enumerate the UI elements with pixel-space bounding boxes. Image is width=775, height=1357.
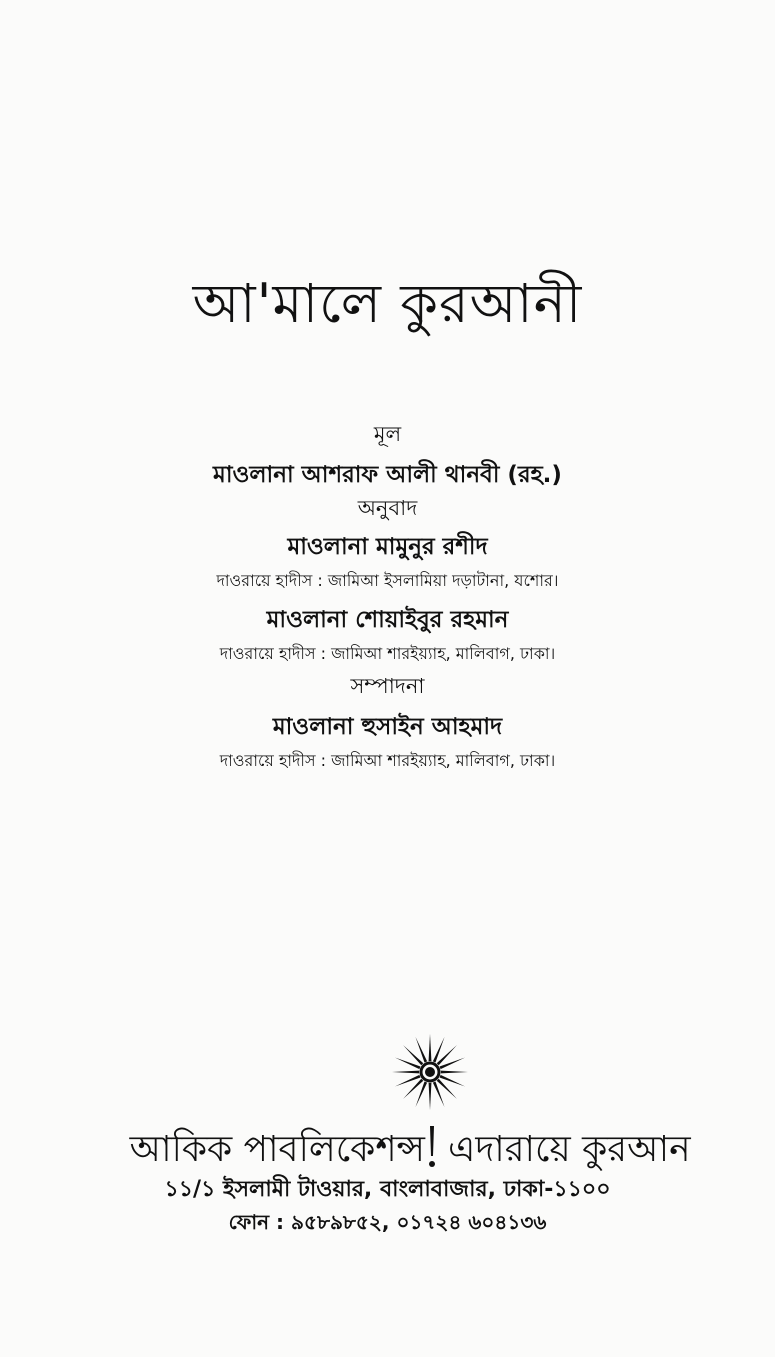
translator-name-1: মাওলানা মামুনুর রশীদ xyxy=(287,534,488,560)
publisher-row xyxy=(0,1122,775,1174)
original-label: মূল xyxy=(373,422,402,446)
publisher-address: ১১/১ ইসলামী টাওয়ার, বাংলাবাজার, ঢাকা-১১০০ xyxy=(164,1177,611,1202)
publisher-name-right: এদারায়ে কুরআন xyxy=(448,1129,691,1170)
emblem-ray xyxy=(392,1071,419,1074)
translation-label: অনুবাদ xyxy=(357,496,418,520)
editor-name: মাওলানা হুসাইন আহমাদ xyxy=(272,714,503,740)
translator-name-2: মাওলানা শোয়াইবুর রহমান xyxy=(266,607,509,633)
publisher-name-left: আকিক পাবলিকেশন্স xyxy=(129,1129,425,1170)
editing-label: সম্পাদনা xyxy=(350,674,425,698)
editor-affiliation: দাওরায়ে হাদীস : জামিআ শারইয়্যাহ, মালিবাগ, ঢাকা। xyxy=(219,751,556,770)
author-name: মাওলানা আশরাফ আলী থানবী (রহ.) xyxy=(213,462,562,488)
sunburst-emblem-icon xyxy=(388,1030,472,1114)
emblem-ray xyxy=(441,1071,468,1074)
publisher-separator-mark xyxy=(428,1126,436,1170)
book-title: আ'মালে কুরআনী xyxy=(192,272,583,335)
emblem-ray xyxy=(429,1034,432,1061)
translator-affiliation-2: দাওরায়ে হাদীস : জামিআ শারইয়্যাহ, মালিবাগ, ঢাকা। xyxy=(219,644,556,663)
emblem-ray xyxy=(429,1083,432,1110)
translator-affiliation-1: দাওরায়ে হাদীস : জামিআ ইসলামিয়া দড়াটানা, যশোর। xyxy=(216,571,559,590)
publisher-phone: ফোন : ৯৫৮৯৮৫২, ০১৭২৪ ৬০৪১৩৬ xyxy=(228,1210,547,1234)
